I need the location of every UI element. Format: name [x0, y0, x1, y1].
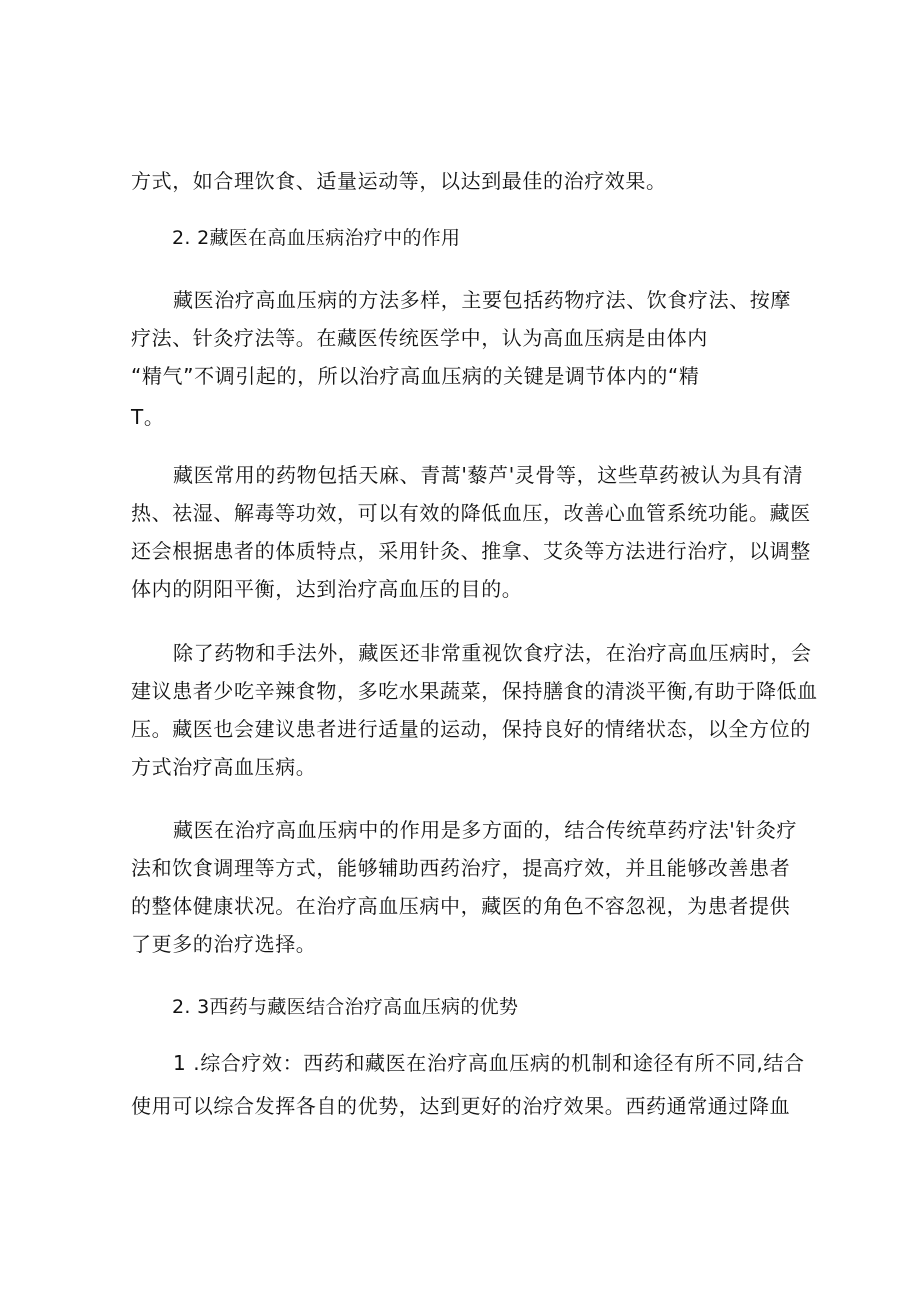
paragraph-line: 建议患者少吃辛辣食物，多吃水果蔬菜，保持膳食的清淡平衡,有助于降低血	[131, 679, 818, 703]
section-heading-2-3: 2. 3西药与藏医结合治疗高血压病的优势	[172, 996, 519, 1018]
paragraph-line: 1 .综合疗效：西药和藏医在治疗高血压病的机制和途径有所不同,结合	[173, 1051, 805, 1075]
paragraph-line: 法和饮食调理等方式，能够辅助西药治疗，提高疗效，并且能够改善患者	[131, 856, 791, 880]
paragraph-line: 藏医在治疗高血压病中的作用是多方面的，结合传统草药疗法'针灸疗	[173, 818, 798, 842]
paragraph-line: 压。藏医也会建议患者进行适量的运动，保持良好的情绪状态，以全方位的	[131, 717, 811, 741]
paragraph-line: 的整体健康状况。在治疗高血压病中，藏医的角色不容忽视，为患者提供	[131, 894, 791, 918]
paragraph-line: 除了药物和手法外，藏医还非常重视饮食疗法，在治疗高血压病时，会	[173, 641, 812, 665]
paragraph-line: 疗法、针灸疗法等。在藏医传统医学中，认为高血压病是由体内	[131, 326, 708, 350]
paragraph-line: 还会根据患者的体质特点，采用针灸、推拿、艾灸等方法进行治疗，以调整	[131, 539, 811, 563]
paragraph-line: 方式治疗高血压病。	[131, 755, 317, 779]
intro-line: 方式，如合理饮食、适量运动等，以达到最佳的治疗效果。	[131, 169, 667, 193]
paragraph-line: 藏医治疗高血压病的方法多样，主要包括药物疗法、饮食疗法、按摩	[173, 288, 791, 312]
section-heading-2-2: 2. 2藏医在高血压病治疗中的作用	[172, 227, 461, 249]
paragraph-line: 了更多的治疗选择。	[131, 932, 317, 956]
paragraph-line: 体内的阴阳平衡，达到治疗高血压的目的。	[131, 577, 523, 601]
paragraph-line: 使用可以综合发挥各自的优势，达到更好的治疗效果。西药通常通过降血	[131, 1094, 791, 1118]
paragraph-line: 热、祛湿、解毒等功效，可以有效的降低血压，改善心血管系统功能。藏医	[131, 501, 811, 525]
paragraph-line: 藏医常用的药物包括天麻、青蒿'藜芦'灵骨等，这些草药被认为具有清	[173, 463, 804, 487]
paragraph-line: T。	[131, 405, 165, 429]
paragraph-line: “精气”不调引起的，所以治疗高血压病的关键是调节体内的“精	[131, 364, 700, 388]
